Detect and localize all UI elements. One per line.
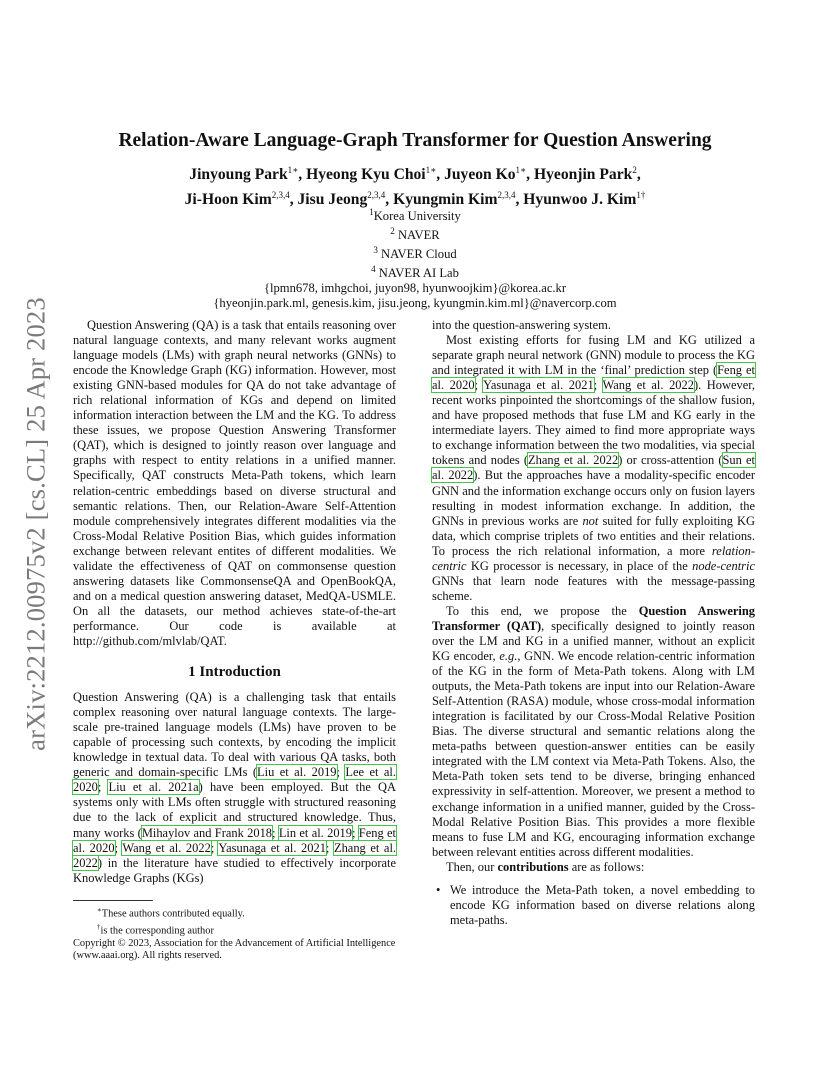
affil-mark: 3 bbox=[373, 244, 378, 255]
citation-link[interactable]: Mihaylov and Frank 2018 bbox=[141, 825, 273, 840]
citation-link[interactable]: Wang et al. 2022 bbox=[602, 378, 694, 393]
affiliations bbox=[70, 205, 760, 311]
text-run: ) have been employed. But the QA systems only with LMs often struggle with structured reasoning due to the lack of explicit and structured knowledge. Thus, many works ( bbox=[73, 780, 396, 840]
text-run: GNNs that learn node features with the message-passing scheme. bbox=[432, 573, 755, 603]
copyright-notice: Copyright © 2023, Association for the Advancement of Artificial Intelligence (www.aaai.org). All rights reserved. bbox=[73, 937, 396, 962]
footnote-corresponding-author bbox=[73, 921, 396, 938]
author-affil-mark: 2 bbox=[632, 165, 637, 175]
affil-mark: 2 bbox=[390, 225, 395, 236]
citation-link[interactable]: Feng et al. 2020 bbox=[73, 825, 396, 855]
citation-link[interactable]: Feng et al. 2020 bbox=[432, 363, 756, 393]
bold-term: contributions bbox=[497, 859, 569, 874]
bold-term: Question Answering Transformer (QAT) bbox=[432, 603, 755, 633]
author-name: Hyunwoo J. Kim bbox=[523, 191, 637, 209]
affil-name: NAVER bbox=[394, 228, 440, 243]
affil-mark: 4 bbox=[371, 263, 376, 274]
author-name: Juyeon Ko bbox=[444, 166, 516, 184]
author-name: Jinyoung Park bbox=[189, 166, 288, 184]
email-line: {hyeonjin.park.ml, genesis.kim, jisu.jeong, kyungmin.kim.ml}@navercorp.com bbox=[213, 295, 617, 310]
citation-link[interactable]: Lin et al. 2019 bbox=[278, 825, 352, 840]
affiliation-line bbox=[70, 205, 760, 224]
emphasis: node-centric bbox=[692, 558, 755, 573]
footnote-mark: † bbox=[97, 922, 101, 931]
citation-link[interactable]: Yasunaga et al. 2021 bbox=[483, 378, 594, 393]
email-line: {lpmn678, imhgchoi, juyon98, hyunwoojkim}@korea.ac.kr bbox=[263, 280, 567, 295]
author-affil-mark: 2,3,4 bbox=[497, 190, 516, 201]
citation-link[interactable]: Lee et al. 2020 bbox=[73, 765, 396, 795]
list-item: • We introduce the Meta-Path token, a novel embedding to encode KG information based on diverse relations along meta-paths. bbox=[432, 883, 755, 928]
author-name: Ji-Hoon Kim bbox=[184, 191, 272, 209]
author-name: Hyeong Kyu Choi bbox=[306, 166, 426, 184]
author-name: Jisu Jeong bbox=[297, 191, 368, 209]
emphasis: not bbox=[582, 513, 599, 528]
author-affil-mark: 1∗ bbox=[515, 165, 527, 175]
contribution-list bbox=[432, 883, 755, 928]
affiliation-line bbox=[70, 243, 760, 262]
text-run: suited for fully exploiting KG data, which comprise triplets of two entities and their relations. To process the rich relational information, a more bbox=[432, 513, 755, 558]
citation-link[interactable]: Liu et al. 2021a bbox=[108, 780, 199, 795]
author-name: Kyungmin Kim bbox=[393, 191, 498, 209]
author-list bbox=[70, 160, 760, 210]
affil-name: NAVER AI Lab bbox=[375, 266, 459, 281]
emphasis: e.g. bbox=[499, 649, 518, 664]
text-run: , specifically designed to jointly reason over the LM and KG in a unified manner, without an explicit KG encoder, bbox=[432, 618, 755, 664]
affiliation-line bbox=[70, 224, 760, 243]
footnote-equal-contribution bbox=[73, 904, 396, 921]
paper-title: Relation-Aware Language-Graph Transformer for Question Answering bbox=[118, 130, 712, 151]
text-run: ) in the literature have studied to effectively incorporate Knowledge Graphs (KGs) bbox=[73, 855, 396, 885]
affiliation-line bbox=[70, 262, 760, 281]
author-affil-mark: 2,3,4 bbox=[271, 190, 290, 201]
text-run: Then, our bbox=[446, 859, 498, 874]
text-run: KG processor is necessary, in place of the bbox=[466, 558, 693, 573]
text-run: ). However, recent works pinpointed the shortcomings of the shallow fusion, and have proposed methods that fuse LM and KG early in the intermediate layers. They aimed to find more appropriate ways to exchange information between the two modalities, via special tokens and nodes ( bbox=[432, 378, 755, 468]
author-affil-mark: 2,3,4 bbox=[367, 190, 386, 201]
citation-link[interactable]: Liu et al. 2019 bbox=[257, 765, 337, 780]
footnote-mark: ∗ bbox=[97, 905, 102, 914]
citation-link[interactable]: Zhang et al. 2022 bbox=[73, 840, 397, 870]
intro-paragraph-continued: into the question-answering system. bbox=[432, 318, 611, 332]
intro-paragraph bbox=[432, 860, 755, 875]
author-line-2: Ji-Hoon Kim$^{2,3,4}$, Jisu Jeong$^{2,3,4}$, Kyungmin Kim$^{2,3,4}$, Hyunwoo J. Kim$^{1\dagger}$ bbox=[184, 190, 646, 209]
footnote-text: These authors contributed equally. bbox=[101, 908, 245, 920]
footnote-text: is the corresponding author bbox=[100, 925, 214, 937]
affil-name: Korea University bbox=[373, 209, 461, 224]
emphasis: relation-centric bbox=[432, 543, 755, 573]
text-run: ). But the approaches have a modality-specific encoder GNN and the information exchange occurs only on fusion layers resulting in modest information exchange. In addition, the GNNs in previous works are bbox=[432, 468, 755, 528]
author-line-1: Jinyoung Park$^{1∗}$, Hyeong Kyu Choi$^{1∗}$, Juyeon $Ko^{1∗}$, Hyeonjin Park$^2$, bbox=[189, 165, 641, 184]
citation-link[interactable]: Sun et al. 2022 bbox=[432, 453, 755, 483]
text-run: , GNN. We encode relation-centric information of the KG in the form of Meta-Path tokens. Along with LM outputs, the Meta-Path tokens are input into our Relation-Aware Self-Attention (RASA) module, whose cross-modal information integration is facilitated by our Cross-Modal Relative Position Bias. The diverse structural and semantic relations along the meta-paths between question-answer entities can be easily integrated with the LM context via Meta-Path Tokens. Also, the Meta-Path token sets tend to be diverse, bringing enhanced expressivity in self-attention. Moreover, we present a method to exchange information in a unified manner, guided by the Cross-Modal Relative Position Bias. This provides a more flexible means to fuse LM and KG, encouraging information exchange between relevant entities across different modalities. bbox=[432, 649, 755, 859]
intro-paragraph: Question Answering (QA) is a challenging task that entails complex reasoning over natural language contexts. The large-scale pre-trained language models (LMs) have proven to be capable of processing such contexts, by encoding the implicit knowledge in textual data. To deal with various QA tasks, both generic and domain-specific LMs (Liu et al. 2019; Lee et al. 2020; Liu et al. 2021a) have been employed. But the QA systems only with LMs often struggle with structured reasoning due to the lack of explicit and structured knowledge. Thus, many works (Mihaylov and Frank 2018; Lin et al. 2019; Feng et al. 2020; Wang et al. 2022; Yasunaga et al. 2021; Zhang et al. 2022) in the literature have studied to effectively incorporate Knowledge Graphs (KGs) bbox=[73, 690, 397, 885]
left-column bbox=[73, 318, 396, 963]
affil-mark: 1 bbox=[369, 207, 374, 217]
text-run: To this end, we propose the bbox=[446, 603, 639, 618]
citation-link[interactable]: Wang et al. 2022 bbox=[122, 840, 211, 855]
author-affil-mark: 1∗ bbox=[425, 165, 437, 175]
author-affil-mark: 1† bbox=[636, 190, 646, 201]
section-heading-introduction: 1 Introduction bbox=[188, 664, 281, 681]
intro-paragraph bbox=[432, 604, 755, 860]
arxiv-id-text: arXiv:2212.00975v2 [cs.CL] 25 Apr 2023 bbox=[20, 297, 51, 751]
citation-link[interactable]: Yasunaga et al. 2021 bbox=[218, 840, 326, 855]
author-affil-mark: 1∗ bbox=[287, 165, 299, 175]
abstract: Question Answering (QA) is a task that entails reasoning over natural language contexts, and many relevant works augment language models (LMs) with graph neural networks (GNNs) to encode the Knowledge Graph (KG) information. However, most existing GNN-based modules for QA do not take advantage of rich relational information of KGs and depend on limited information interaction between the LM and the KG. To address these issues, we propose Question Answering Transformer (QAT), which is designed to jointly reason over language and graphs with respect to entity relations in a unified manner. Specifically, QAT constructs Meta-Path tokens, which learn relation-centric embeddings based on diverse structural and semantic relations. Then, our Relation-Aware Self-Attention module comprehensively integrates different modalities via the Cross-Modal Relative Position Bias, which guides information exchange between relevant entites of different modalities. We validate the effectiveness of QAT on commonsense question answering datasets like CommonsenseQA and OpenBookQA, and on a medical question answering dataset, MedQA-USMLE. On all the datasets, our method achieves state-of-the-art performance. Our code is available at http://github.com/mlvlab/QAT. bbox=[73, 318, 396, 648]
arxiv-identifier-stamp bbox=[14, 287, 58, 762]
footnote-divider bbox=[73, 900, 153, 901]
text-run: Most existing efforts for fusing LM and KG utilized a separate graph neural network (GNN) module to process the KG and integrated it with LM in the ‘final’ prediction step ( bbox=[432, 333, 755, 378]
intro-paragraph: Most existing efforts for fusing LM and KG utilized a separate graph neural network (GNN) module to process the KG and integrated it with LM in the ‘final’ prediction step (Feng et al. 2020; Yasunaga et al. 2021; Wang et al. 2022). However, recent works pinpointed the shortcomings of the shallow fusion, and have proposed methods that fuse LM and KG early in the intermediate layers. They aimed to find more appropriate ways to exchange information between the two modalities, via special tokens and nodes (Zhang et al. 2022) or cross-attention (Sun et al. 2022). But the approaches have a modality-specific encoder GNN and the information exchange occurs only on fusion layers resulting in modest information exchange. In addition, the GNNs in previous works are not suited for fully exploiting KG data, which comprise triplets of two entities and their relations. To process the rich relational information, a more relation-centric KG processor is necessary, in place of the node-centric GNNs that learn node features with the message-passing scheme. bbox=[432, 333, 756, 603]
text-run: ) or cross-attention ( bbox=[618, 453, 723, 468]
author-name: Hyeonjin Park bbox=[533, 166, 633, 184]
text-run: are as follows: bbox=[568, 859, 645, 874]
right-column bbox=[432, 318, 755, 928]
text-run: Question Answering (QA) is a challenging task that entails complex reasoning over natural language contexts. The large-scale pre-trained language models (LMs) have proven to be capable of processing such contexts, by encoding the implicit knowledge in textual data. To deal with various QA tasks, both generic and domain-specific LMs ( bbox=[73, 690, 396, 780]
citation-link[interactable]: Zhang et al. 2022 bbox=[528, 453, 619, 468]
affil-name: NAVER Cloud bbox=[377, 247, 457, 262]
